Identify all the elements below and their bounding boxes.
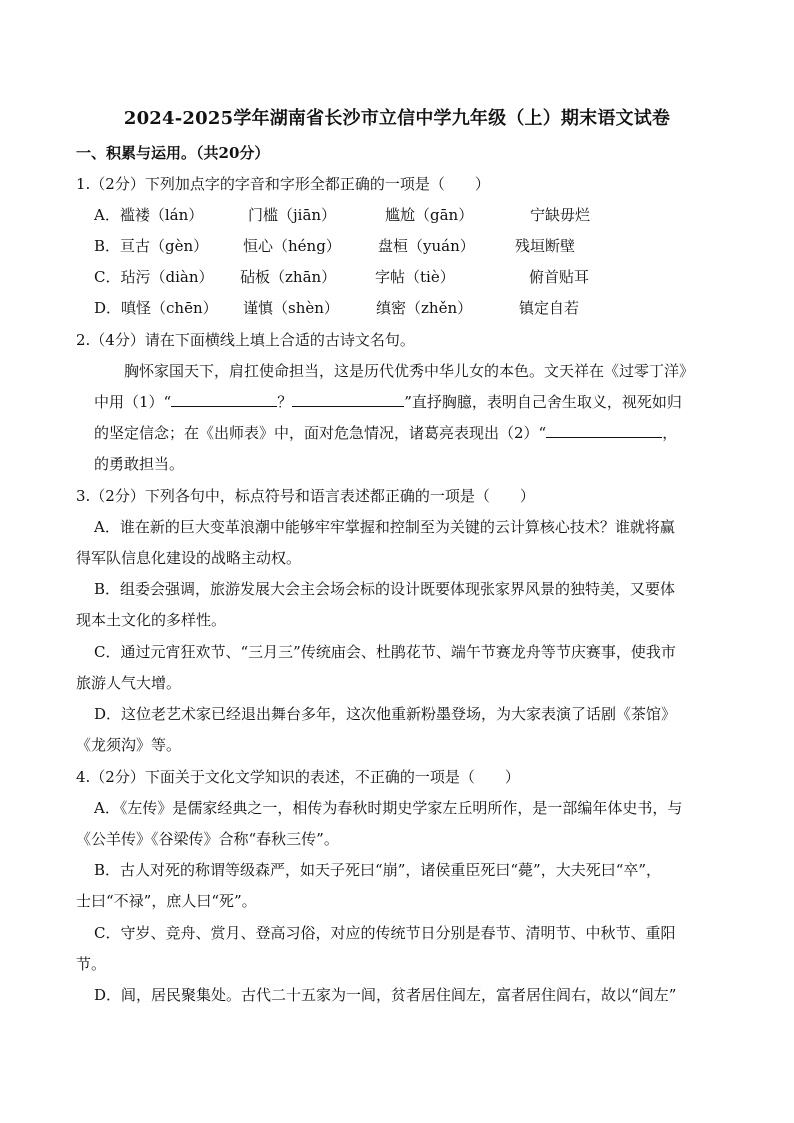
q1-option-a-1: A．褴褛（lán） <box>94 206 204 224</box>
q1-option-d-2: 谨慎（shèn） <box>243 299 339 317</box>
q3-option-b-line-2: 现本土文化的多样性。 <box>76 611 227 629</box>
q2-text-b: ？ <box>277 393 293 411</box>
page-title: 2024-2025学年湖南省长沙市立信中学九年级（上）期末语文试卷 <box>123 108 671 129</box>
q1-option-b-4: 残垣断壁 <box>515 237 576 255</box>
q1-option-c-1: C．玷污（diàn） <box>94 268 214 286</box>
answer-blank-3[interactable] <box>546 423 662 438</box>
q1-option-d-4: 镇定自若 <box>519 299 580 317</box>
q1-option-a-3: 尴尬（gān） <box>385 206 474 224</box>
q4-option-b-line-2: 士曰“不禄”，庶人曰“死”。 <box>76 892 257 910</box>
q1-option-c-3: 字帖（tiè） <box>375 268 455 286</box>
q2-paragraph-line-2 <box>94 392 682 412</box>
q1-option-b-1: B．亘古（gèn） <box>94 237 209 255</box>
answer-blank-1[interactable] <box>171 392 277 407</box>
q4-option-b-line-1: B．古人对死的称谓等级森严，如天子死曰“崩”，诸侯重臣死曰“薨”，大夫死曰“卒”， <box>94 861 662 879</box>
q1-option-b-2: 恒心（héng） <box>243 237 341 255</box>
answer-blank-2[interactable] <box>292 392 404 407</box>
question-3-stem: 3.（2分）下列各句中，标点符号和语言表述都正确的一项是（ ） <box>76 487 535 505</box>
q1-option-c-2: 砧板（zhān） <box>240 268 337 286</box>
q3-option-b-line-1: B．组委会强调，旅游发展大会主会场会标的设计既要体现张家界风景的独特美，又要体 <box>94 580 676 598</box>
q1-option-a-4: 宁缺毋烂 <box>530 206 591 224</box>
q1-option-d-1: D．嗔怪（chēn） <box>94 299 218 317</box>
q2-paragraph-line-4: 的勇敢担当。 <box>94 455 185 473</box>
q1-option-b-3: 盘桓（yuán） <box>378 237 475 255</box>
question-2-stem: 2.（4分）请在下面横线上填上合适的古诗文名句。 <box>76 331 415 349</box>
q2-text-a: 中用（1）“ <box>94 393 172 411</box>
q1-option-a-2: 门槛（jiān） <box>248 206 337 224</box>
q2-text-d: 的坚定信念；在《出师表》中，面对危急情况，诸葛亮表现出（2）“ <box>94 424 547 442</box>
question-1-stem: 1.（2分）下列加点字的字音和字形全都正确的一项是（ ） <box>76 175 490 193</box>
q2-paragraph-line-3 <box>94 423 677 443</box>
q2-text-c: ”直抒胸臆，表明自己舍生取义，视死如归 <box>404 393 682 411</box>
q3-option-a-line-2: 得军队信息化建设的战略主动权。 <box>76 549 302 567</box>
q4-option-c-line-1: C．守岁、竞舟、赏月、登高习俗，对应的传统节日分别是春节、清明节、中秋节、重阳 <box>94 924 676 942</box>
q3-option-d-line-1: D．这位老艺术家已经退出舞台多年，这次他重新粉墨登场，为大家表演了话剧《茶馆》 <box>94 705 677 723</box>
q3-option-c-line-2: 旅游人气大增。 <box>76 674 182 692</box>
q2-paragraph-line-1: 胸怀家国天下，肩扛使命担当，这是历代优秀中华儿女的本色。文天祥在《过零丁洋》 <box>124 362 695 380</box>
q1-option-c-4: 俯首贴耳 <box>529 268 590 286</box>
q3-option-a-line-1: A．谁在新的巨大变革浪潮中能够牢牢掌握和控制至为关键的云计算核心技术？谁就将赢 <box>94 518 675 536</box>
q1-option-d-3: 缜密（zhěn） <box>376 299 473 317</box>
q4-option-c-line-2: 节。 <box>76 955 107 973</box>
q4-option-a-line-1: A．《左传》是儒家经典之一，相传为春秋时期史学家左丘明所作，是一部编年体史书，与 <box>94 799 683 817</box>
q4-option-a-line-2: 《公羊传》《谷梁传》合称“春秋三传”。 <box>76 830 339 848</box>
question-4-stem: 4.（2分）下面关于文化文学知识的表述，不正确的一项是（ ） <box>76 768 520 786</box>
section-heading: 一、积累与运用。（共20分） <box>76 144 270 162</box>
q4-option-d-line-1: D．闾，居民聚集处。古代二十五家为一闾，贫者居住闾左，富者居住闾右，故以“闾左” <box>94 986 677 1004</box>
q3-option-d-line-2: 《龙须沟》等。 <box>76 736 182 754</box>
q3-option-c-line-1: C．通过元宵狂欢节、“三月三”传统庙会、杜鹃花节、端午节赛龙舟等节庆赛事，使我市 <box>94 643 676 661</box>
q2-text-e: ， <box>662 424 678 442</box>
